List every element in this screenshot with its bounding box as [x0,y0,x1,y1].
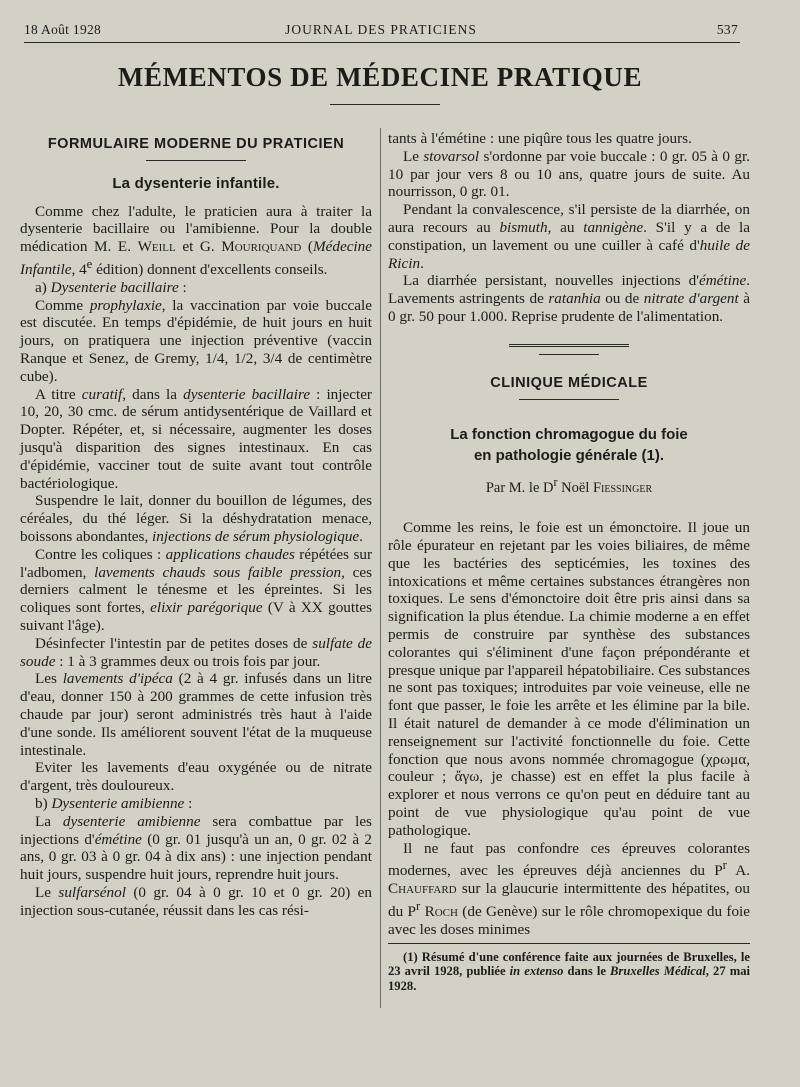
paragraph-curatif: A titre curatif, dans la dysenterie bacillaire : injecter 10, 20, 30 cmc. de sérum antidysentérique de Vaillard et Dopter. Répéter, et, si nécessaire, augmenter les doses jusqu'à disparition des signes intestinaux. En cas d'épidémie, vacciner tout de suite avant tout contrôle bactériologique. [20,385,372,492]
issue-date: 18 Août 1928 [24,22,102,37]
paragraph-lavements: Les lavements d'ipéca (2 à 4 gr. infusés dans un litre d'eau, donner 150 à 200 grammes de cette infusion très chaude par jour) seront administrés très haut à l'aide d'une sonde. Ils améliorent souvent l'état de la muqueuse intestinale. [20,670,372,759]
journal-name: JOURNAL DES PRATICIENS [285,22,477,37]
running-head [24,22,738,40]
paragraph-diarrhee: La diarrhée persistant, nouvelles injections d'émétine. Lavements astringents de ratanhia ou de nitrate d'argent à 0 gr. 50 pour 1.000. Reprise prudente de l'alimentation. [388,272,750,325]
paragraph-sulfarsenol: Le sulfarsénol (0 gr. 04 à 0 gr. 10 et 0 gr. 20) en injection sous-cutanée, réussit dans les cas rési- [20,883,372,919]
section-rule [519,399,619,400]
title-rule [330,104,440,105]
paragraph-continuation: tants à l'émétine : une piqûre tous les quatre jours. [388,130,692,147]
paragraph-emetine: La dysenterie amibienne sera combattue par les injections d'émétine (0 gr. 01 jusqu'à un an, 0 gr. 02 à 2 ans, 0 gr. 03 à 0 gr. 04 à dix ans) : une injection pendant huit jours, suspendre huit jours, reprendre huit jours. [20,812,372,884]
footnote-rule [388,943,750,944]
section-heading-clinique: CLINIQUE MÉDICALE [490,374,648,391]
paragraph-convalescence: Pendant la convalescence, s'il persiste de la diarrhée, on aura recours au bismuth, au tannigène. S'il y a de la constipation, un lavement ou une cuiller à café d'huile de Ricin. [388,201,750,272]
section-heading-formulaire: FORMULAIRE MODERNE DU PRATICIEN [47,136,345,152]
paragraph-coliques: Contre les coliques : applications chaudes répétées sur l'adbomen, lavements chauds sous faible pression, ces derniers calment le ténesme et les épreintes. Si les coliques sont fortes, elixir parégorique (V à XX gouttes suivant l'âge). [20,545,373,634]
left-column [20,130,372,920]
author-byline: Par M. le $D^r$ Noël Fiessinger [485,474,653,496]
right-column [388,130,750,993]
footnote: (1) Résumé d'une conférence faite aux journées de Bruxelles, le 23 avril 1928, publiée in extenso dans le Bruxelles Médical, 27 mai 1928. [388,949,750,993]
intro-paragraph: Comme chez l'adulte, le praticien aura à traiter la dysenterie bacillaire ou l'amibienne. Pour la double médication M. E. Weill et G. Mouriquand (Médecine Infantile, 4e édition) donnent d'excellents conseils. [20,202,372,279]
paragraph-lait: Suspendre le lait, donner du bouillon de légumes, des céréales, du thé léger. Si la déshydratation menace, boissons abondantes, injections de sérum physiologique. [20,492,372,545]
paragraph-stovarsol: Le stovarsol s'ordonne par voie buccale : 0 gr. 05 à 0 gr. 10 par jour vers 8 ou 10 ans, quatre jours de suite. Au nourrisson, 0 gr. 01. [388,147,750,201]
page-title: MÉMENTOS DE MÉDECINE PRATIQUE [117,62,643,92]
paragraph-desinfecter: Désinfecter l'intestin par de petites doses de sulfate de soude : 1 à 3 grammes deux ou trois fois par jour. [20,634,372,670]
subheading-bacillaire: a) Dysenterie bacillaire : [35,278,187,296]
column-divider [380,128,381,1008]
paragraph-emonctoire: Comme les reins, le foie est un émonctoire. Il joue un rôle épurateur en rejetant par les voies biliaires, de même que les bactéries des septicémies, les toxines des intoxications et même certaines substances étrangères non toxiques. Le sens d'émonctoire doit être pris ainsi dans sa signification la plus étendue. La chimie moderne a en effet permis de construire par synthèse des substances colorantes qui s'éliminent d'une façon prépondérante et presque unique par l'appareil hépatobiliaire. Ces substances ne sont pas toxiques; introduites par voie veineuse, elle ne font que passer, le foie les arrête et les élimine par la bile. Il était naturel de demander à ce mode d'élimination un renseignement sur l'activité fonctionnelle du foie. Cette fonction que nous avons nommée chromagogue (χρωμα, couleur ; ἄγω, je chasse) est en effet la plus facile à explorer et nous verrons ce qu'on peut en déduire tant au point de vue physiologique qu'au point de vue pathologique. [388,519,750,839]
article-title-chromagogue: La fonction chromagogue du foie en pathologie générale (1). [450,425,688,464]
page-number: 537 [716,22,738,37]
paragraph-epreuves: Il ne faut pas confondre ces épreuves colorantes modernes, avec les épreuves déjà anciennes du $P^r$ A. Chauffard sur la glaucurie intermittente des hépatites, ou du $P^r$ Roch (de Genève) sur le rôle chromopexique du foie avec les doses minimes [388,839,751,938]
subheading-amibienne: b) Dysenterie amibienne : [35,794,193,812]
section-ornament [509,344,629,355]
paragraph-prophylaxie: Comme prophylaxie, la vaccination par voie buccale est discutée. En temps d'épidémie, de huit jours en huit jours, on pratiquera une injection préventive (vaccin Ranque et Senez, de Gremy, 1/4, 1/2, 3/4 de centimètre cube). [20,296,373,385]
section-rule [146,160,246,161]
header-rule [24,42,740,43]
paragraph-eviter: Eviter les lavements d'eau oxygénée ou de nitrate d'argent, très douloureux. [20,759,372,795]
article-title-dysenterie: La dysenterie infantile. [112,174,280,192]
